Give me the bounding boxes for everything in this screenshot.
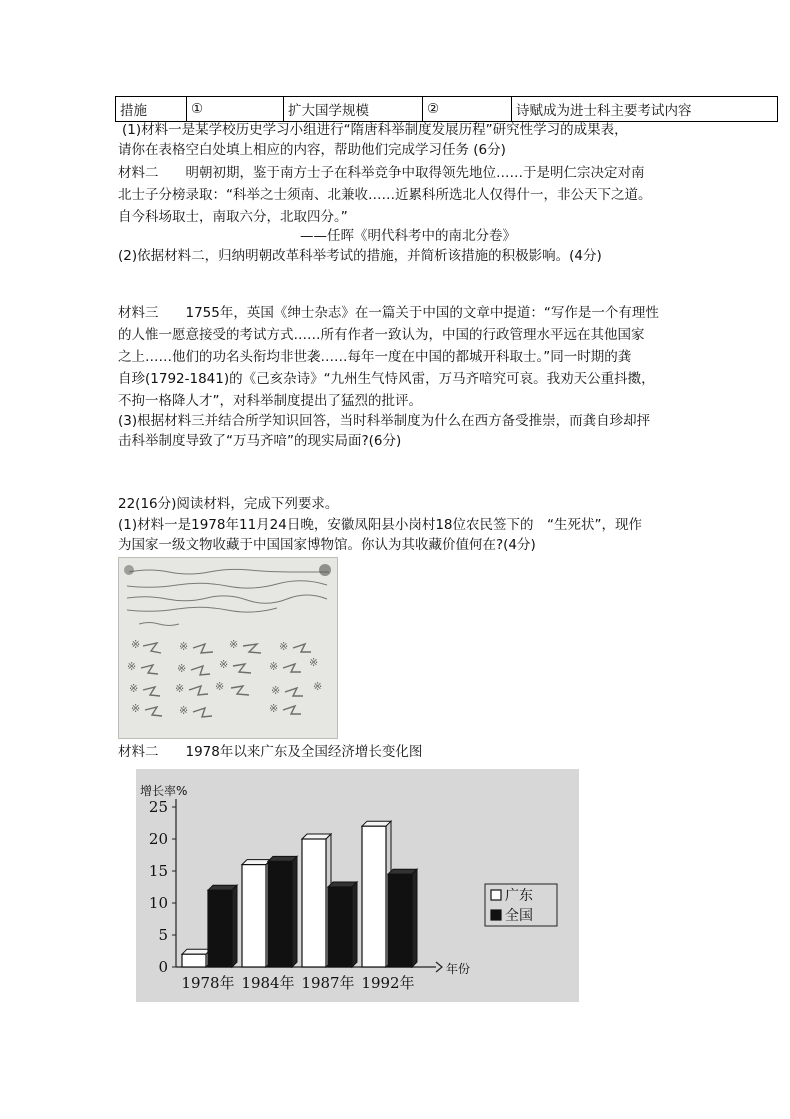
svg-text:※: ※ (179, 704, 189, 717)
bar-side (232, 885, 237, 967)
bar-side (352, 882, 357, 967)
table-cell: 扩大国学规模 (284, 97, 423, 122)
material-3-line-1: 材料三 1755年，英国《绅士杂志》在一篇关于中国的文章中提道：“写作是一个有理性 (118, 305, 659, 321)
y-tick-label: 10 (148, 894, 168, 912)
svg-text:※: ※ (131, 638, 141, 651)
x-tick-label: 1987年 (301, 974, 355, 992)
x-axis-arrow (436, 962, 442, 972)
legend-label-national: 全国 (505, 908, 533, 924)
chart-svg (136, 769, 579, 1002)
question-22-heading: 22(16分)阅读材料，完成下列要求。 (118, 496, 339, 512)
question-1-line-1: (1)材料一是某学校历史学习小组进行“隋唐科举制度发展历程”研究性学习的成果表， (122, 122, 628, 138)
svg-text:※: ※ (131, 702, 141, 715)
contract-photo (118, 557, 338, 739)
material-2-line-2: 北士子分榜录取：“科举之士须南、北兼收……近累科所选北人仅得什一，非公天下之道。 (118, 187, 652, 203)
bar-guangdong (182, 954, 206, 967)
y-tick-label: 0 (158, 958, 168, 976)
economic-growth-chart (136, 769, 579, 1002)
table-cell: 诗赋成为进士科主要考试内容 (512, 97, 778, 122)
legend-swatch-guangdong (491, 890, 501, 900)
question-2: (2)依据材料二，归纳明朝改革科举考试的措施，并简析该措施的积极影响。(4分) (118, 248, 602, 264)
svg-text:※: ※ (269, 702, 279, 715)
svg-text:※: ※ (215, 680, 225, 693)
svg-text:※: ※ (313, 680, 323, 693)
svg-text:※: ※ (229, 638, 239, 651)
question-3-line-2: 击科举制度导致了“万马齐喑”的现实局面?(6分) (118, 433, 402, 449)
x-tick-label: 1984年 (241, 974, 295, 992)
table-cell: ① (187, 97, 284, 122)
material-3-line-3: 之上……他们的功名头衔均非世袭……每年一度在中国的都城开科取士。”同一时期的龚 (118, 349, 632, 365)
svg-text:※: ※ (129, 682, 139, 695)
bar-side (412, 869, 417, 967)
material-3-line-2: 的人惟一愿意接受的考试方式……所有作者一致认为，中国的行政管理水平远在其他国家 (118, 327, 645, 343)
svg-text:※: ※ (175, 682, 185, 695)
y-axis-label: 增长率% (140, 784, 188, 798)
material-3-line-5: 不拘一格降人才”，对科举制度提出了猛烈的批评。 (118, 393, 422, 409)
bar-guangdong (242, 865, 266, 967)
x-tick-label: 1992年 (361, 974, 415, 992)
svg-text:※: ※ (127, 660, 137, 673)
material-2-line-1: 材料二 明朝初期，鉴于南方士子在科举竞争中取得领先地位……于是明仁宗决定对南 (118, 165, 645, 181)
legend-swatch-national (491, 910, 501, 920)
svg-text:※: ※ (279, 640, 289, 653)
bar-national (388, 874, 412, 967)
x-tick-label: 1978年 (181, 974, 235, 992)
table-cell: ② (423, 97, 512, 122)
y-tick-label: 20 (148, 830, 168, 848)
bar-side (292, 856, 297, 967)
material-2-line-3: 自今科场取士，南取六分，北取四分。” (118, 209, 348, 225)
svg-text:※: ※ (179, 640, 189, 653)
y-tick-label: 15 (148, 862, 168, 880)
question-3-line-1: (3)根据材料三并结合所学知识回答，当时科举制度为什么在西方备受推崇，而龚自珍却抨 (118, 413, 651, 429)
bar-guangdong (302, 839, 326, 967)
svg-text:※: ※ (271, 684, 281, 697)
material-2-source: ——任晖《明代科考中的南北分卷》 (300, 228, 516, 244)
question-1-line-2: 请你在表格空白处填上相应的内容，帮助他们完成学习任务 (6分) (118, 142, 506, 158)
contract-photo-art (119, 558, 337, 738)
legend-label-guangdong: 广东 (505, 888, 533, 904)
bar-national (208, 890, 232, 967)
bar-national (268, 861, 292, 967)
table-cell: 措施 (116, 97, 187, 122)
y-tick-label: 25 (148, 798, 168, 816)
svg-text:※: ※ (177, 662, 187, 675)
bar-national (328, 887, 352, 967)
x-axis-label: 年份 (446, 962, 471, 976)
svg-text:※: ※ (269, 660, 279, 673)
material-3-line-4: 自珍(1792-1841)的《己亥杂诗》“九州生气恃风雷，万马齐喑究可哀。我劝天公重抖擞， (118, 371, 655, 387)
measures-table (115, 96, 778, 122)
material-22-2-label: 材料二 1978年以来广东及全国经济增长变化图 (118, 744, 423, 760)
question-22-1-line-2: 为国家一级文物收藏于中国国家博物馆。你认为其收藏价值何在?(4分) (118, 537, 536, 553)
question-22-1-line-1: (1)材料一是1978年11月24日晚，安徽凤阳县小岗村18位农民签下的 “生死状”，现作 (118, 517, 643, 533)
svg-text:※: ※ (219, 658, 229, 671)
table-row (116, 97, 778, 122)
svg-text:※: ※ (309, 656, 319, 669)
y-tick-label: 5 (158, 926, 168, 944)
bar-guangdong (362, 826, 386, 967)
